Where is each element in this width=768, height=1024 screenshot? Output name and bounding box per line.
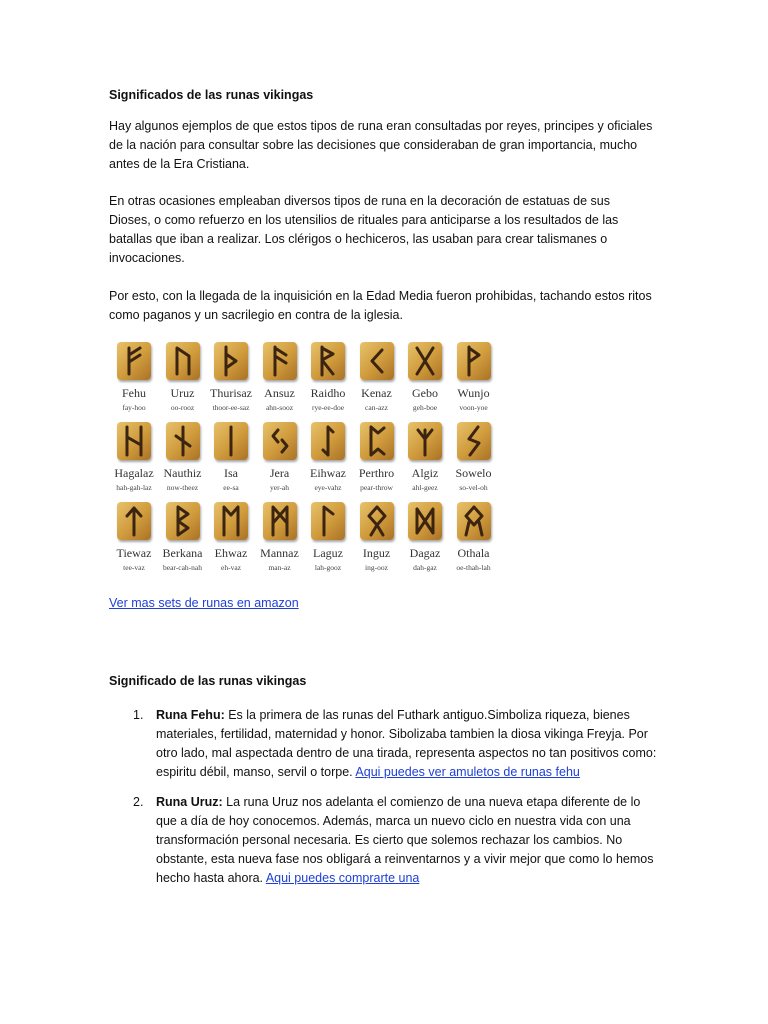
rune-tile-ansuz-icon <box>263 342 297 380</box>
rune-name: Laguz <box>313 546 343 560</box>
rune-name: Ehwaz <box>214 546 248 560</box>
rune-pronunciation: fay-hoo <box>122 403 146 412</box>
rune-jera <box>256 422 304 502</box>
rune-name: Uruz <box>170 386 195 400</box>
rune-pronunciation: oo-rooz <box>170 403 195 412</box>
rune-thurisaz <box>207 342 255 422</box>
rune-name: Mannaz <box>260 546 299 560</box>
rune-isa <box>207 422 255 502</box>
paragraph-decoration: En otras ocasiones empleaban diversos tipos de runa en la decoración de estatuas de sus Dioses, o como refuerzo en los utensilios de rituales para anticiparse a los resultados de las batallas que iban a realizar. Los clérigos o hechiceros, las usaban para crear talismanes o invocaciones. <box>109 194 619 265</box>
buy-rune-link[interactable]: Aqui puedes comprarte una <box>265 871 420 885</box>
rune-name: Ansuz <box>264 386 295 400</box>
rune-nauthiz <box>159 422 207 502</box>
rune-tile-jera-icon <box>263 422 297 460</box>
rune-tile-inguz-icon <box>360 502 394 540</box>
rune-pronunciation: lah-gooz <box>314 563 342 572</box>
rune-name: Dagaz <box>409 546 441 560</box>
rune-name: Algiz <box>411 466 439 480</box>
runes-meaning-list <box>109 706 657 888</box>
rune-gebo <box>401 342 449 422</box>
rune-tile-fehu-icon <box>117 342 151 380</box>
rune-tile-gebo-icon <box>408 342 442 380</box>
rune-pronunciation: dah-gaz <box>413 563 437 572</box>
rune-algiz <box>401 422 449 502</box>
rune-uruz <box>159 342 207 422</box>
rune-pronunciation: hah-gah-laz <box>116 483 152 492</box>
rune-tile-ehwaz-icon <box>214 502 248 540</box>
section-heading: Significados de las runas vikingas <box>109 88 314 102</box>
rune-name: Fehu <box>122 386 146 400</box>
rune-othala <box>450 502 498 582</box>
rune-name: Sowelo <box>455 466 492 480</box>
rune-tile-dagaz-icon <box>408 502 442 540</box>
rune-ehwaz <box>207 502 255 582</box>
rune-name: Raidho <box>310 386 346 400</box>
fehu-amulets-link[interactable]: Aqui puedes ver amuletos de runas fehu <box>355 765 580 779</box>
rune-pronunciation: so-vel-oh <box>459 483 488 492</box>
item-text: La runa Uruz nos adelanta el comienzo de una nueva etapa diferente de lo que a día de hoy conocemos. Además, marca un nuevo ciclo en nuestra vida con una transformación personal necesaria. Es cierto que solemos rechazar los cambios. No obstante, esta nueva fase nos obligará a reinventarnos y a vivir mejor que como lo hemos hecho hasta ahora. <box>156 795 654 885</box>
rune-name: Thurisaz <box>210 386 252 400</box>
rune-pronunciation: ee-sa <box>223 483 239 492</box>
rune-tile-algiz-icon <box>408 422 442 460</box>
rune-inguz <box>353 502 401 582</box>
rune-ansuz <box>256 342 304 422</box>
rune-berkana <box>159 502 207 582</box>
rune-tile-sowelo-icon <box>457 422 491 460</box>
rune-mannaz <box>256 502 304 582</box>
rune-pronunciation: geh-boe <box>412 403 438 412</box>
rune-pronunciation: ahn-sooz <box>265 403 294 412</box>
rune-perthro <box>353 422 401 502</box>
section-heading-list: Significado de las runas vikingas <box>109 674 307 688</box>
list-number: 2. <box>133 795 144 809</box>
rune-tile-uruz-icon <box>166 342 200 380</box>
rune-tile-hagalaz-icon <box>117 422 151 460</box>
runes-image <box>110 342 498 580</box>
rune-tiewaz <box>110 502 158 582</box>
rune-pronunciation: eh-vaz <box>221 563 241 572</box>
rune-pronunciation: ahl-geez <box>412 483 438 492</box>
rune-pronunciation: pear-throw <box>360 483 393 492</box>
rune-tile-tiewaz-icon <box>117 502 151 540</box>
item-title: Runa Fehu: <box>156 708 225 722</box>
list-item <box>109 793 657 888</box>
rune-name: Inguz <box>362 546 391 560</box>
list-number: 1. <box>133 708 144 722</box>
rune-name: Gebo <box>412 386 438 400</box>
rune-name: Eihwaz <box>310 466 346 480</box>
rune-name: Nauthiz <box>163 466 202 480</box>
rune-tile-wunjo-icon <box>457 342 491 380</box>
rune-tile-nauthiz-icon <box>166 422 200 460</box>
rune-sowelo <box>450 422 498 502</box>
rune-pronunciation: eye-vahz <box>314 483 342 492</box>
rune-name: Isa <box>224 466 238 480</box>
rune-raidho <box>304 342 352 422</box>
amazon-link-line <box>109 594 654 613</box>
rune-name: Berkana <box>162 546 203 560</box>
rune-name: Wunjo <box>457 386 490 400</box>
rune-dagaz <box>401 502 449 582</box>
rune-name: Tiewaz <box>116 546 152 560</box>
rune-pronunciation: now-theez <box>166 483 199 492</box>
rune-tile-isa-icon <box>214 422 248 460</box>
rune-pronunciation: oe-thah-lah <box>456 563 491 572</box>
rune-name: Jera <box>269 466 290 480</box>
rune-pronunciation: man-az <box>268 563 291 572</box>
rune-pronunciation: rye-ee-doe <box>311 403 345 412</box>
rune-tile-mannaz-icon <box>263 502 297 540</box>
rune-pronunciation: tee-vaz <box>123 563 145 572</box>
rune-pronunciation: bear-cah-nah <box>163 563 202 572</box>
rune-name: Othala <box>457 546 490 560</box>
list-item <box>109 706 657 782</box>
amazon-runes-link[interactable]: Ver mas sets de runas en amazon <box>109 596 299 610</box>
rune-fehu <box>110 342 158 422</box>
rune-pronunciation: can-azz <box>365 403 388 412</box>
paragraph-intro: Hay algunos ejemplos de que estos tipos de runa eran consultadas por reyes, principes y oficiales de la nación para consultar sobre las decisiones que consideraban de gran importancia, mucho antes de la Era Cristiana. <box>109 119 653 171</box>
rune-laguz <box>304 502 352 582</box>
rune-wunjo <box>450 342 498 422</box>
item-title: Runa Uruz: <box>156 795 223 809</box>
rune-tile-kenaz-icon <box>360 342 394 380</box>
rune-tile-eihwaz-icon <box>311 422 345 460</box>
rune-pronunciation: ing-ooz <box>365 563 388 572</box>
item-text: Es la primera de las runas del Futhark antiguo.Simboliza riqueza, bienes materiales, fertilidad, maternidad y honor. Sibolizaba tambien la diosa vikinga Freyja. Por otro lado, mal aspectada dentro de una tirada, representa aspectos no tan positivos como: espiritu débil, manso, servil o torpe. <box>156 708 657 779</box>
paragraph-inquisition: Por esto, con la llegada de la inquisición en la Edad Media fueron prohibidas, tachando estos ritos como paganos y un sacrilegio en contra de la iglesia. <box>109 289 652 322</box>
rune-name: Hagalaz <box>114 466 154 480</box>
rune-name: Kenaz <box>361 386 392 400</box>
rune-kenaz <box>353 342 401 422</box>
rune-tile-berkana-icon <box>166 502 200 540</box>
rune-tile-laguz-icon <box>311 502 345 540</box>
rune-pronunciation: thoor-ee-saz <box>212 403 250 412</box>
rune-pronunciation: yer-ah <box>269 483 289 492</box>
rune-pronunciation: voon-yoe <box>459 403 488 412</box>
rune-tile-thurisaz-icon <box>214 342 248 380</box>
rune-tile-othala-icon <box>457 502 491 540</box>
rune-tile-raidho-icon <box>311 342 345 380</box>
rune-hagalaz <box>110 422 158 502</box>
rune-tile-perthro-icon <box>360 422 394 460</box>
rune-eihwaz <box>304 422 352 502</box>
rune-name: Perthro <box>358 466 395 480</box>
